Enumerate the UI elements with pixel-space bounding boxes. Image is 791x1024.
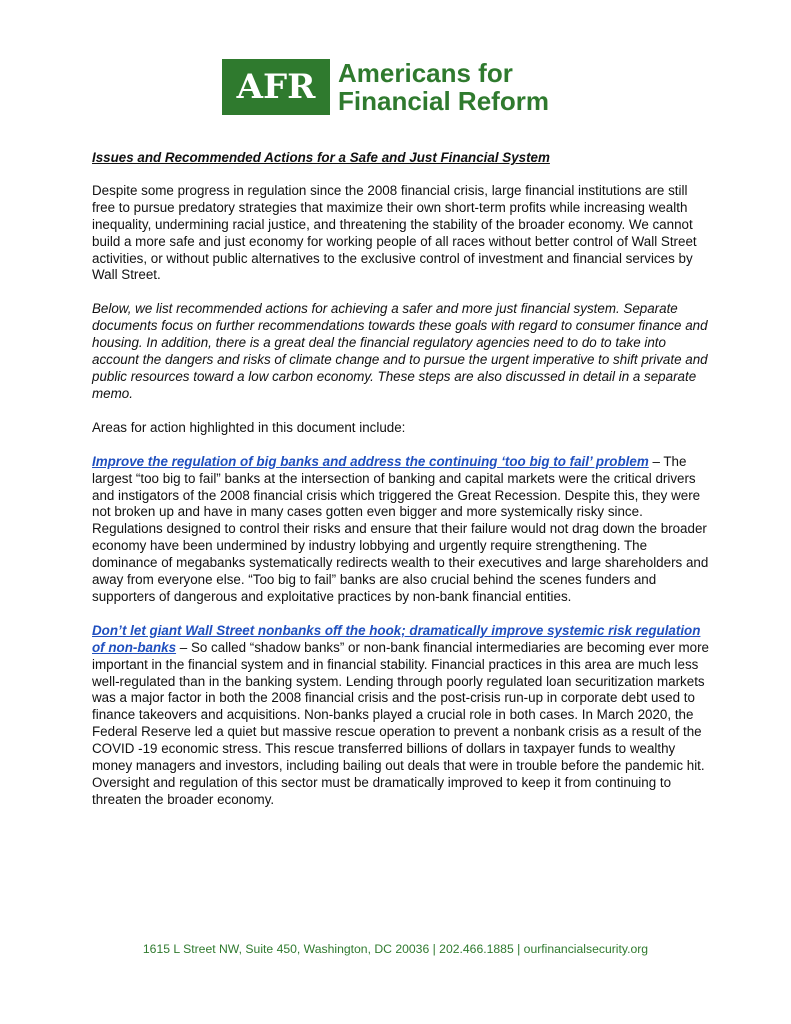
document-heading: Issues and Recommended Actions for a Safe and Just Financial System <box>92 150 550 165</box>
action-item-big-banks <box>92 454 712 606</box>
intro-paragraph: Despite some progress in regulation since the 2008 financial crisis, large financial institutions are still free to pursue predatory strategies that maximize their own short-term profits while increasing wealth inequality, undermining racial justice, and threatening the stability of the broader economy. We cannot build a more safe and just economy for working people of all races without better control of Wall Street activities, or without public alternatives to the exclusive control of investment and financial services by Wall Street. <box>92 182 697 283</box>
nonbanks-link[interactable]: Don’t let giant Wall Street nonbanks off the hook; dramatically improve systemic risk regulation of non-banks <box>92 622 701 655</box>
action-item-nonbanks <box>92 623 712 809</box>
logo-line-1: Americans for <box>338 58 513 88</box>
logo-wordmark <box>338 59 549 115</box>
summary-paragraph: Below, we list recommended actions for achieving a safer and more just financial system. Separate documents focus on further recommendations towards these goals with regard to consumer finance and housing. In addition, there is a great deal the financial regulatory agencies need to do to take into account the dangers and risks of climate change and to pursue the urgent imperative to shift private and public resources toward a low carbon economy. These steps are also discussed in detail in a separate memo. <box>92 301 708 401</box>
nonbanks-description: – So called “shadow banks” or non-bank financial intermediaries are becoming ever more important in the financial system and in financial stability. Financial practices in this area are much less well-regulated than in the banking system. Lending through poorly regulated loan securitization markets was a major factor in both the 2008 financial crisis and the post-crisis run-up in corporate debt used to finance takeovers and acquisitions. Non-banks played a crucial role in both cases. In March 2020, the Federal Reserve led a quiet but massive rescue operation to prevent a nonbank crisis as a result of the COVID -19 economic stress. This rescue transferred billions of dollars in taxpayer funds to wealthy money managers and investors, including bailing out deals that were in trouble before the pandemic hit. Oversight and regulation of this sector must be dramatically improved to keep it from continuing to threaten the broader economy. <box>92 639 709 807</box>
big-banks-description: – The largest “too big to fail” banks at the intersection of banking and capital markets were the critical drivers and instigators of the 2008 financial crisis which triggered the Great Recession. Despite this, they were not broken up and have in many cases gotten even bigger and more systemically risky since. Regulations designed to control their risks and ensure that their failure would not drag down the broader economy have been undermined by industry lobbying and urgently require strengthening. The dominance of megabanks systematically redirects wealth to their executives and large shareholders and away from everyone else. “Too big to fail” banks are also crucial behind the scenes funders and supporters of dangerous and exploitative practices by non-bank financial entities. <box>92 453 709 604</box>
afr-logo <box>222 57 549 117</box>
big-banks-link[interactable]: Improve the regulation of big banks and address the continuing ‘too big to fail’ problem <box>92 453 649 469</box>
logo-abbr-box: AFR <box>222 59 330 115</box>
logo-line-2: Financial Reform <box>338 86 549 116</box>
document-body <box>92 150 712 826</box>
footer-address: 1615 L Street NW, Suite 450, Washington, DC 20036 | 202.466.1885 | ourfinancialsecurity.org <box>142 942 649 956</box>
areas-intro: Areas for action highlighted in this document include: <box>92 419 406 435</box>
